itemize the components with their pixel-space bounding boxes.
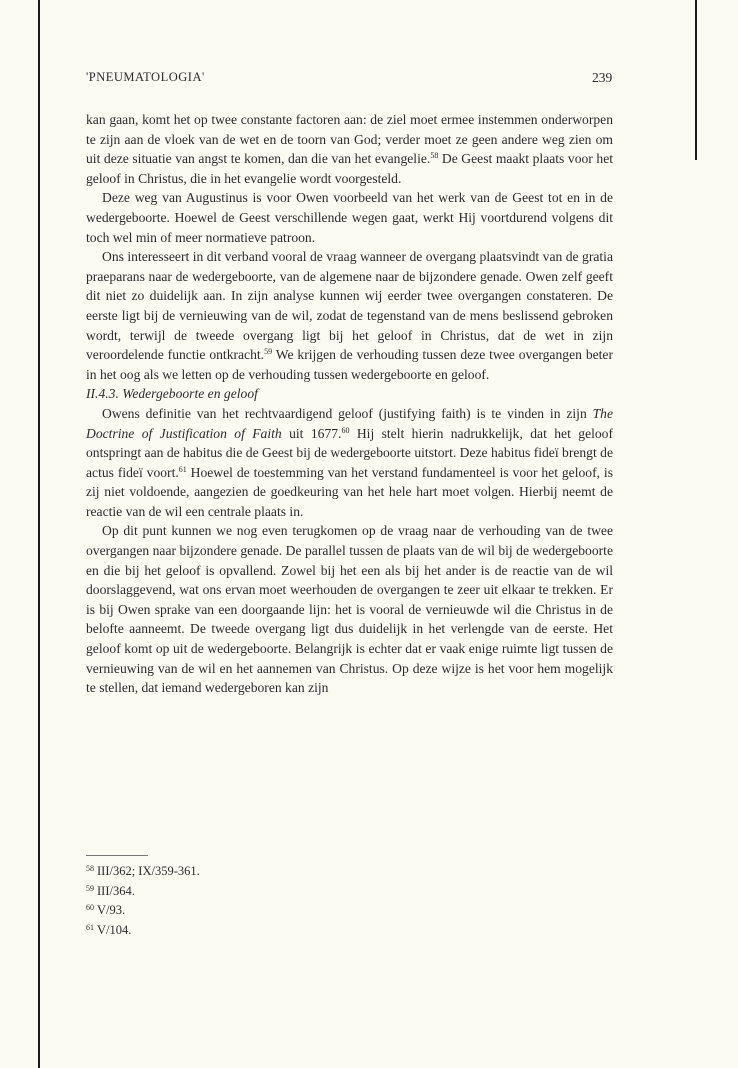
footnote-text: V/93. [97, 903, 126, 917]
paragraph-1-text-b: De Geest maakt plaats voor het geloof in Christus, die in het evangelie wordt voorgesteld. [86, 151, 614, 186]
page-edge-right [695, 0, 697, 160]
footnote-ref-61: 61 [178, 464, 187, 474]
footnote-60 [86, 901, 200, 921]
footnote-divider [86, 855, 148, 856]
footnote-number: 61 [86, 922, 94, 932]
footnote-text: III/364. [97, 883, 135, 898]
book-title: The Doctrine of Justification of Faith [86, 405, 613, 441]
footnote-number: 60 [86, 903, 94, 912]
paragraph-4-text-d: Hoewel de toestemming van het verstand fundamenteel is voor het geloof, is zij niet voldoende, aangezien de goedkeuring van het hele hart moet volgen. Hierbij neemt de reactie van de wil een centrale plaats in. [86, 464, 613, 519]
paragraph-4 [86, 404, 613, 522]
paragraph-4-text-a: Owens definitie van het rechtvaardigend geloof (justifying faith) is te vinden in zijn [102, 405, 593, 421]
footnote-59 [86, 882, 200, 902]
footnotes [86, 862, 200, 940]
running-title: 'PNEUMATOLOGIA' [86, 70, 205, 84]
paragraph-2: Deze weg van Augustinus is voor Owen voorbeeld van het werk van de Geest tot en in de wedergeboorte. Hoewel de Geest verschillende wegen gaat, werkt Hij voortdurend volgens dit toch wel min of meer normatieve patroon. [86, 190, 613, 245]
paragraph-3 [86, 247, 613, 384]
footnote-number: 58 [86, 864, 94, 873]
footnote-ref-60: 60 [341, 425, 350, 435]
footnote-61 [86, 921, 200, 941]
footnote-58 [86, 862, 200, 882]
page-edge-left [38, 0, 40, 1068]
section-heading: II.4.3. Wedergeboorte en geloof [86, 386, 258, 402]
paragraph-4-text-c: Hij stelt hierin nadrukkelijk, dat het geloof ontspringt aan de habitus die de Geest bij de wedergeboorte uitstort. Deze habitus fideï brengt de actus fideï voort. [86, 425, 613, 480]
footnote-text: V/104. [97, 922, 132, 937]
footnote-ref-59: 59 [264, 347, 273, 357]
paragraph-5: Op dit punt kunnen we nog even terugkomen op de vraag naar de verhouding van de twee overgangen naar bijzondere genade. De parallel tussen de plaats van de wil bij de wedergeboorte en die bij het geloof is opvallend. Zowel bij het een als bij het ander is de reactie van de wil doorslaggevend, wat ons ervan moet weerhouden de overgangen te zeer uit elkaar te trekken. Er is bij Owen sprake van een doorgaande lijn: het is vooral de vernieuwde wil die Christus in de belofte aanneemt. De tweede overgang ligt dus duidelijk in het verlengde van de eerste. Het geloof komt op uit de wedergeboorte. Belangrijk is echter dat er vaak enige ruimte ligt tussen de vernieuwing van de wil en het aannemen van Christus. Op deze wijze is het voor hem mogelijk te stellen, dat iemand wedergeboren kan zijn [86, 523, 613, 696]
paragraph-3-text-b: We krijgen de verhouding tussen deze twee overgangen beter in het oog als we letten op de verhouding tussen wedergeboorte en geloof. [86, 347, 613, 382]
paragraph-1-text-a: kan gaan, komt het op twee constante factoren aan: de ziel moet ermee instemmen onderworpen te zijn aan de vloek van de wet en de toorn van God; verder moet ze geen andere weg zien om uit deze situatie van angst te komen, dan die van het evangelie. [86, 112, 613, 167]
paragraph-3-text-a: Ons interesseert in dit verband vooral de vraag wanneer de overgang plaatsvindt van de gratia praeparans naar de wedergeboorte, van de algemene naar de bijzondere genade. Owen zelf geeft dit niet zo duidelijk aan. In zijn analyse kunnen wij eerder twee overgangen constateren. De eerste ligt bij de vernieuwing van de wil, zodat de tegenstand van de mens beslissend gebroken wordt, terwijl de tweede overgang ligt bij het geloof in Christus, dat de wet in zijn veroordelende functie ontkracht. [86, 249, 613, 363]
footnote-number: 59 [86, 883, 94, 893]
footnote-ref-58: 58 [430, 151, 439, 161]
body-text [86, 110, 613, 698]
footnote-text: III/362; IX/359-361. [97, 864, 200, 878]
page-number: 239 [592, 70, 613, 85]
paragraph-1 [86, 110, 613, 188]
paragraph-4-text-b: uit 1677. [281, 425, 342, 441]
